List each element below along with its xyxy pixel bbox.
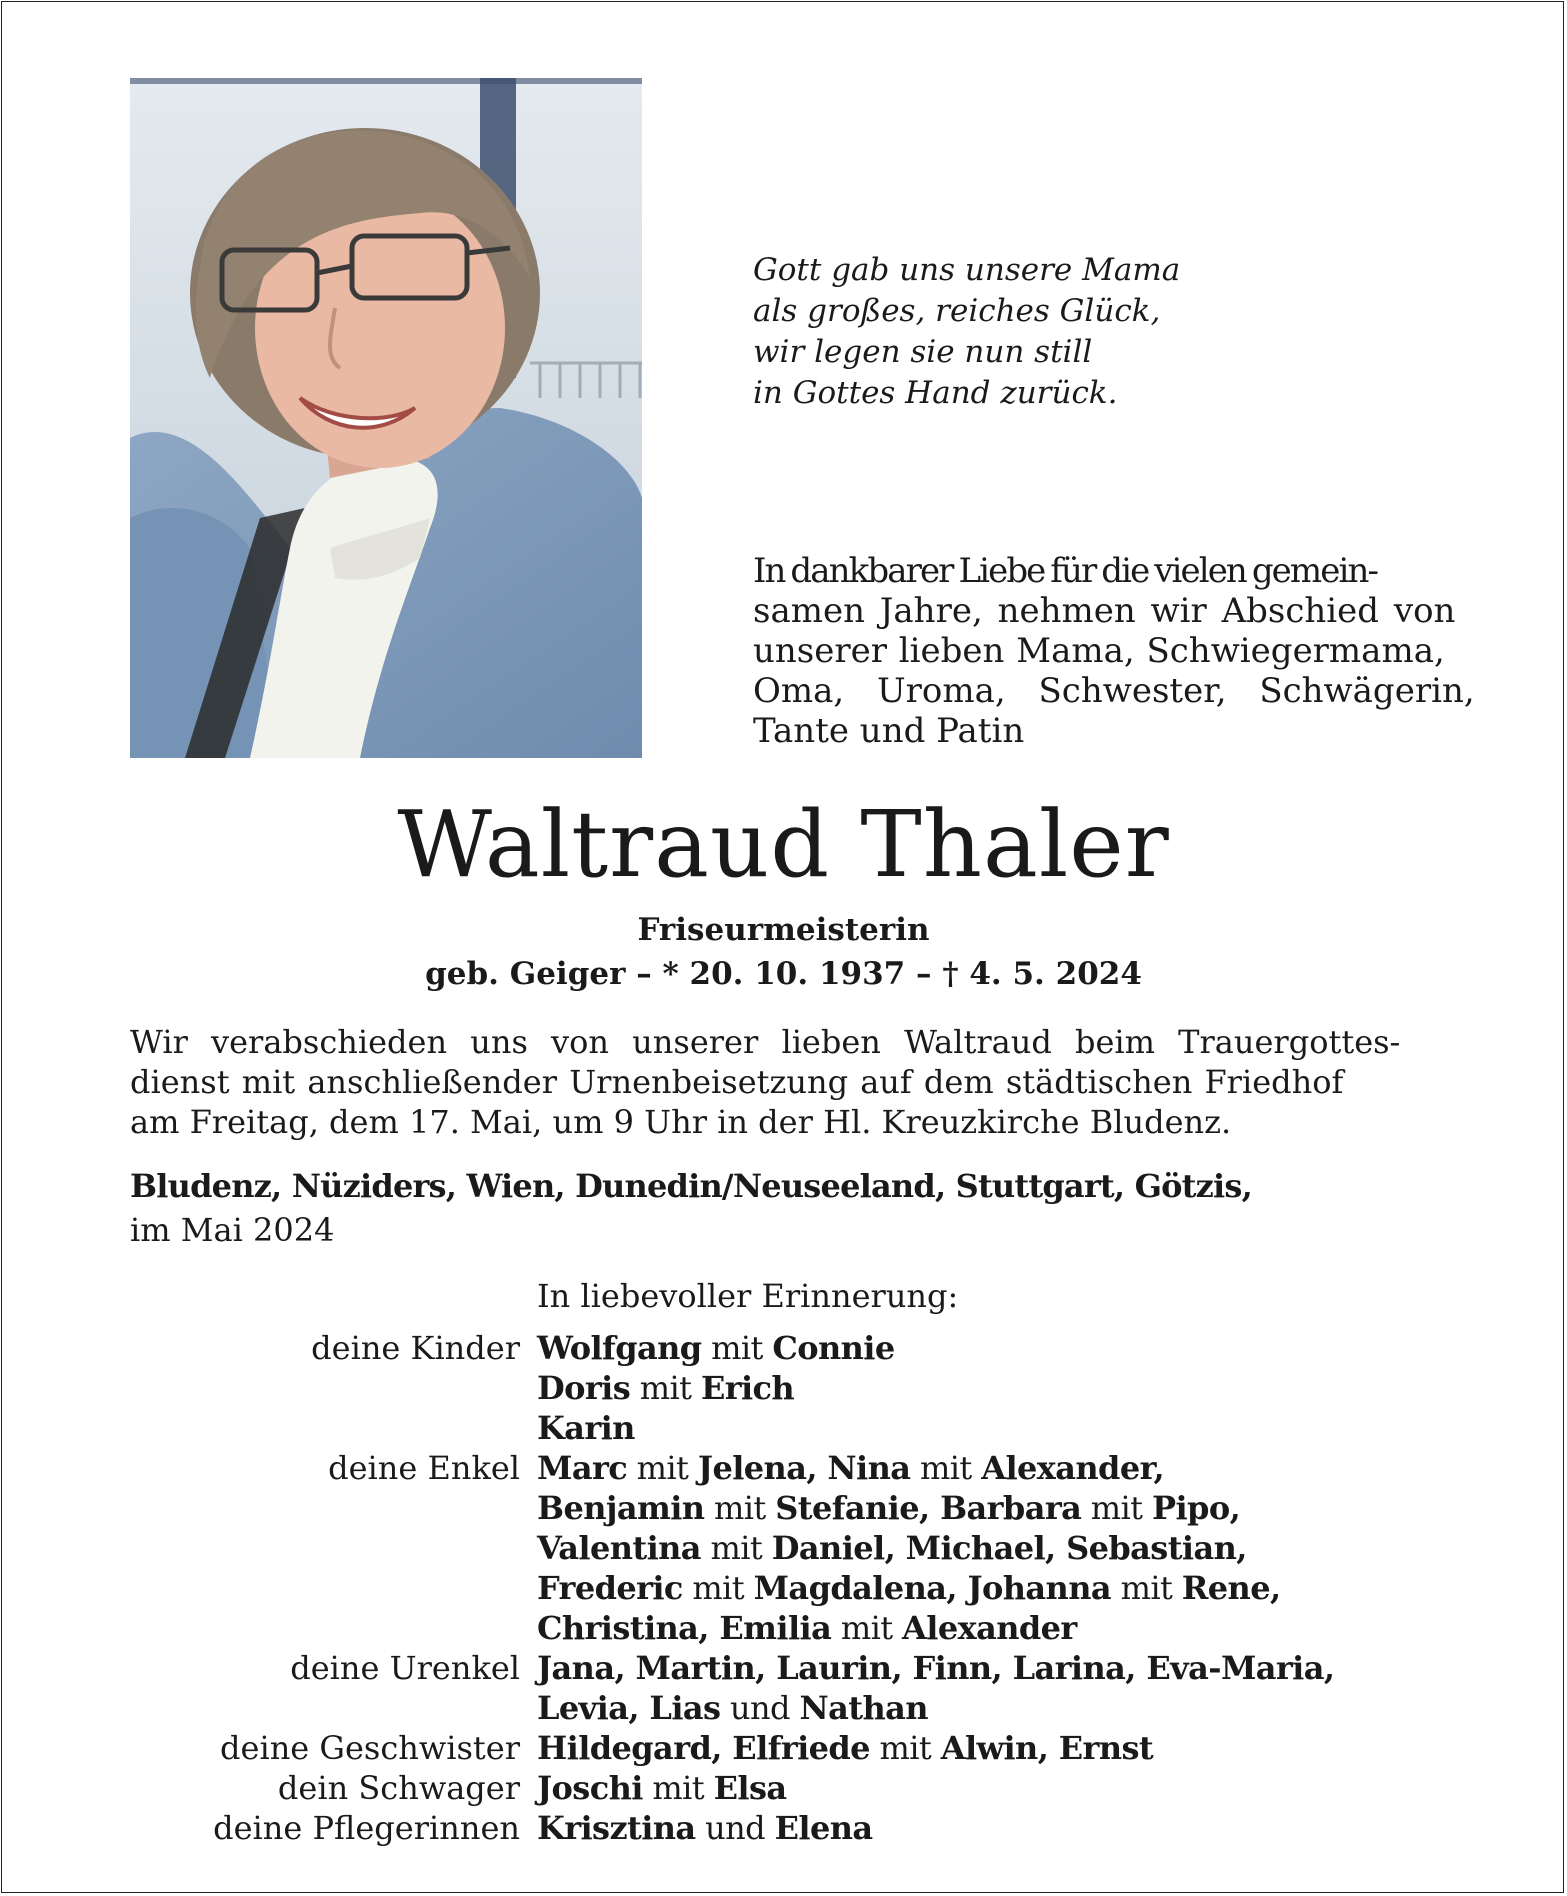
mourner-row bbox=[130, 1808, 1460, 1848]
birth-death-dates: geb. Geiger – * 20. 10. 1937 – † 4. 5. 2024 bbox=[425, 956, 1142, 992]
mourner-names bbox=[537, 1488, 1240, 1528]
connector-word: mit bbox=[700, 1529, 772, 1567]
relation-label: deine Geschwister bbox=[220, 1729, 520, 1767]
mourner-names bbox=[537, 1568, 1281, 1608]
mourner-name: Karin bbox=[537, 1409, 635, 1447]
poem bbox=[753, 250, 1453, 414]
mourner-row bbox=[130, 1728, 1460, 1768]
mourner-row bbox=[130, 1608, 1460, 1648]
mourner-names bbox=[537, 1528, 1247, 1568]
mourner-row bbox=[130, 1648, 1460, 1688]
relation-label: deine Kinder bbox=[311, 1329, 520, 1367]
service-line: am Freitag, dem 17. Mai, um 9 Uhr in der Hl. Kreuzkirche Bludenz. bbox=[130, 1103, 1232, 1141]
connector-word: und bbox=[695, 1809, 775, 1847]
intro-line: In dankbarer Liebe für die vielen gemein- bbox=[753, 551, 1378, 591]
mourner-name: Joschi bbox=[537, 1769, 643, 1807]
mourners-list bbox=[130, 1328, 1460, 1848]
mourner-row bbox=[130, 1328, 1460, 1368]
poem-line: in Gottes Hand zurück. bbox=[753, 375, 1118, 411]
mourner-name: Alexander bbox=[902, 1609, 1077, 1647]
intro-line: unserer lieben Mama, Schwiegermama, bbox=[753, 631, 1445, 671]
deceased-name: Waltraud Thaler bbox=[397, 791, 1170, 898]
connector-word: mit bbox=[1081, 1489, 1153, 1527]
connector-word: mit bbox=[910, 1449, 982, 1487]
mourner-row bbox=[130, 1568, 1460, 1608]
mourner-name: Levia, Lias bbox=[537, 1689, 721, 1727]
poem-line: als großes, reiches Glück, bbox=[753, 293, 1161, 329]
place-date: im Mai 2024 bbox=[130, 1211, 335, 1249]
mourner-row bbox=[130, 1368, 1460, 1408]
mourner-name: Rene, bbox=[1181, 1569, 1281, 1607]
memory-heading: In liebevoller Erinnerung: bbox=[537, 1277, 959, 1315]
mourner-name: Krisztina bbox=[537, 1809, 696, 1847]
connector-word: mit bbox=[1111, 1569, 1182, 1607]
intro-line: Tante und Patin bbox=[753, 711, 1025, 751]
mourner-names bbox=[537, 1408, 635, 1448]
mourner-names bbox=[537, 1368, 794, 1408]
mourner-row bbox=[130, 1528, 1460, 1568]
mourner-names bbox=[537, 1648, 1334, 1688]
service-line: Wir verabschieden uns von unserer lieben Waltraud beim Trauergottes- bbox=[130, 1023, 1401, 1061]
connector-word: mit bbox=[642, 1769, 714, 1807]
relation-label: deine Urenkel bbox=[290, 1649, 520, 1687]
mourner-name: Elsa bbox=[713, 1769, 787, 1807]
connector-word: mit bbox=[701, 1329, 773, 1367]
relation-label bbox=[130, 1408, 537, 1448]
poem-line: Gott gab uns unsere Mama bbox=[753, 252, 1181, 288]
intro-text bbox=[753, 551, 1475, 751]
relation-label bbox=[130, 1528, 537, 1568]
mourner-name: Valentina bbox=[537, 1529, 701, 1567]
connector-word: mit bbox=[704, 1489, 776, 1527]
mourner-name: Connie bbox=[772, 1329, 895, 1367]
mourner-names bbox=[537, 1328, 895, 1368]
intro-line: samen Jahre, nehmen wir Abschied von bbox=[753, 591, 1456, 631]
intro-line: Oma, Uroma, Schwester, Schwägerin, bbox=[753, 671, 1475, 711]
mourner-name: Benjamin bbox=[537, 1489, 705, 1527]
mourner-name: Stefanie, Barbara bbox=[775, 1489, 1082, 1527]
mourner-name: Nathan bbox=[799, 1689, 928, 1727]
relation-label bbox=[130, 1608, 537, 1648]
relation-label bbox=[130, 1568, 537, 1608]
places: Bludenz, Nüziders, Wien, Dunedin/Neuseeland, Stuttgart, Götzis, bbox=[130, 1167, 1252, 1205]
connector-word: mit bbox=[630, 1369, 701, 1407]
mourner-name: Hildegard, Elfriede bbox=[537, 1729, 870, 1767]
mourner-names bbox=[537, 1728, 1153, 1768]
mourner-names bbox=[537, 1448, 1164, 1488]
relation-label: deine Enkel bbox=[328, 1449, 520, 1487]
mourner-names bbox=[537, 1608, 1077, 1648]
mourner-names bbox=[537, 1688, 928, 1728]
profession: Friseurmeisterin bbox=[637, 912, 930, 948]
mourner-row bbox=[130, 1688, 1460, 1728]
relation-label bbox=[130, 1488, 537, 1528]
mourner-name: Elena bbox=[774, 1809, 873, 1847]
mourner-name: Jana, Martin, Laurin, Finn, Larina, Eva-Maria, bbox=[537, 1649, 1335, 1687]
relation-label bbox=[130, 1368, 537, 1408]
mourner-name: Erich bbox=[700, 1369, 795, 1407]
mourner-name: Daniel, Michael, Sebastian, bbox=[771, 1529, 1247, 1567]
mourner-name: Marc bbox=[537, 1449, 628, 1487]
mourner-name: Wolfgang bbox=[537, 1329, 702, 1367]
connector-word: mit bbox=[869, 1729, 941, 1767]
mourner-row bbox=[130, 1488, 1460, 1528]
mourner-names bbox=[537, 1768, 787, 1808]
connector-word: und bbox=[720, 1689, 800, 1727]
mourner-name: Frederic bbox=[537, 1569, 683, 1607]
connector-word: mit bbox=[682, 1569, 754, 1607]
poem-line: wir legen sie nun still bbox=[753, 334, 1093, 370]
connector-word: mit bbox=[627, 1449, 698, 1487]
service-line: dienst mit anschließender Urnenbeisetzung auf dem städtischen Friedhof bbox=[130, 1063, 1344, 1101]
portrait-illustration bbox=[130, 78, 642, 758]
mourner-name: Alexander, bbox=[981, 1449, 1165, 1487]
relation-label: dein Schwager bbox=[277, 1769, 520, 1807]
mourner-row bbox=[130, 1408, 1460, 1448]
relation-label: deine Pflegerinnen bbox=[213, 1809, 520, 1847]
mourner-name: Jelena, Nina bbox=[697, 1449, 911, 1487]
service-announcement bbox=[130, 1022, 1435, 1142]
mourner-row bbox=[130, 1448, 1460, 1488]
mourner-row bbox=[130, 1768, 1460, 1808]
mourner-name: Doris bbox=[537, 1369, 631, 1407]
mourner-name: Pipo, bbox=[1152, 1489, 1241, 1527]
mourner-name: Christina, Emilia bbox=[537, 1609, 832, 1647]
portrait-photo bbox=[130, 78, 642, 758]
mourner-name: Magdalena, Johanna bbox=[753, 1569, 1111, 1607]
mourner-name: Alwin, Ernst bbox=[940, 1729, 1154, 1767]
mourner-names bbox=[537, 1808, 873, 1848]
connector-word: mit bbox=[831, 1609, 903, 1647]
relation-label bbox=[130, 1688, 537, 1728]
